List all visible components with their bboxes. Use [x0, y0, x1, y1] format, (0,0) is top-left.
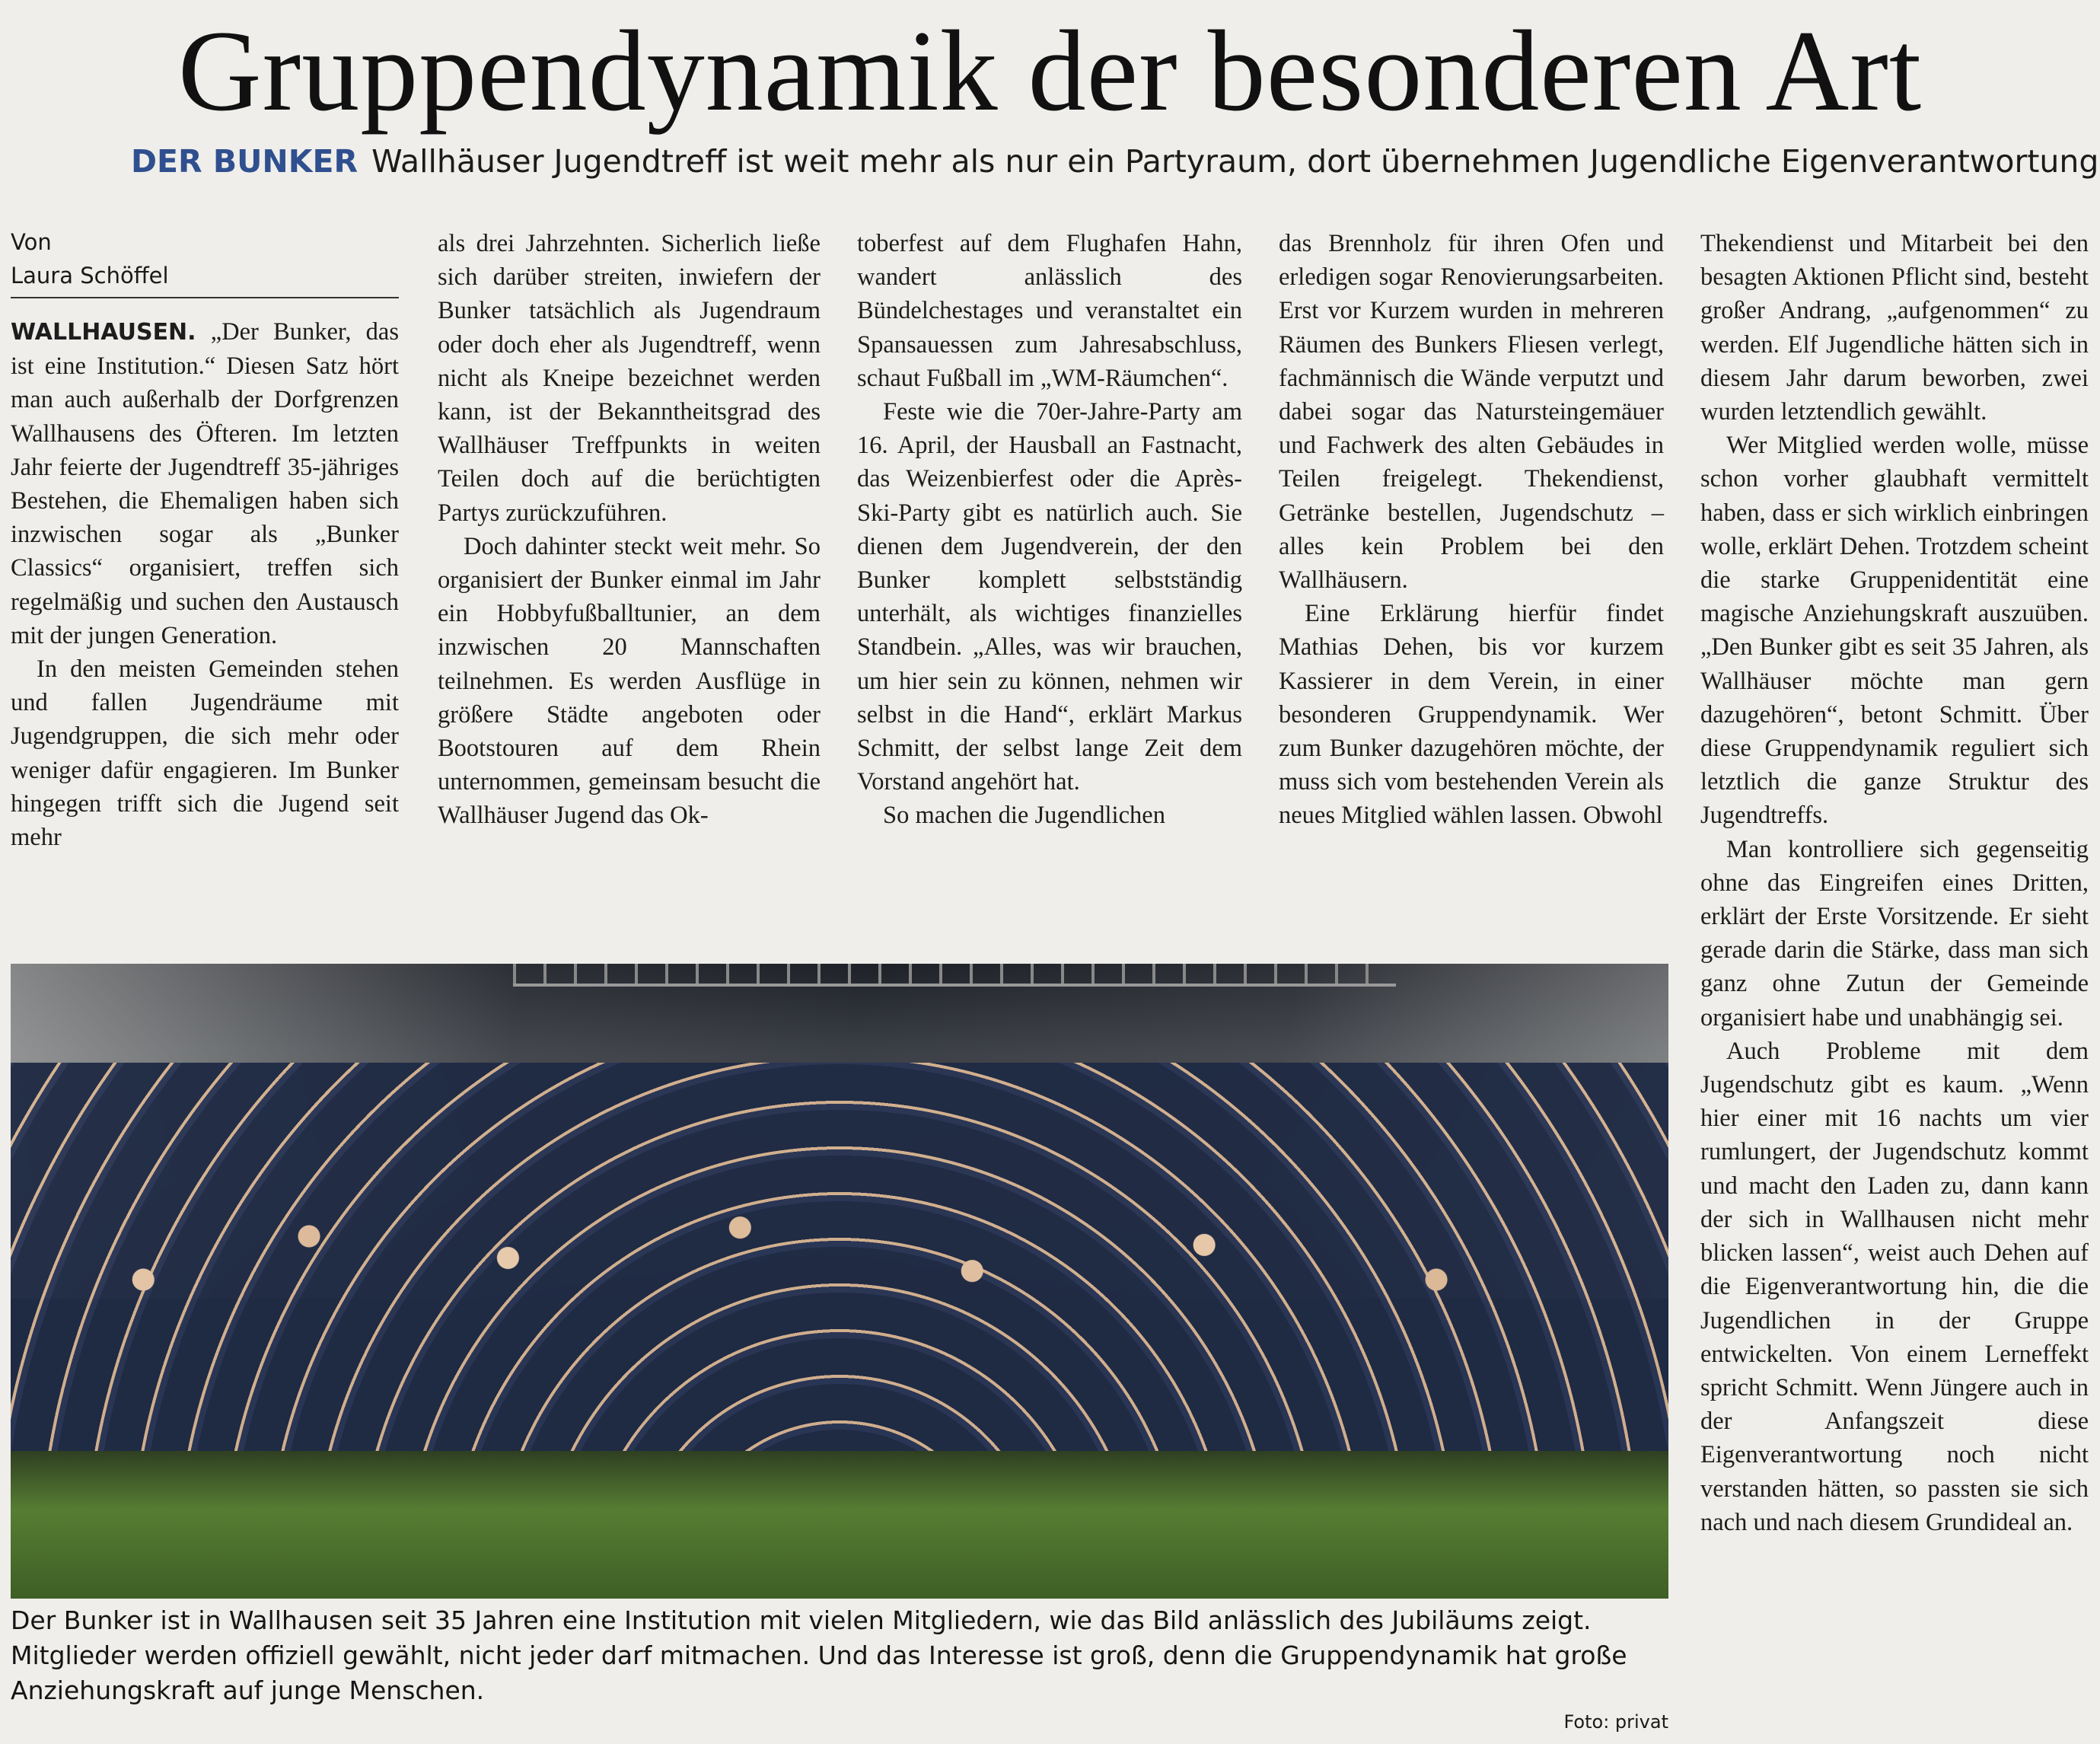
paragraph: Feste wie die 70er-Jahre-Party am 16. April, der Hausball an Fastnacht, das Weizenbierfest oder die Après-Ski-Party gibt es natürlich auch. Sie dienen dem Jugendverein, der den Bunker komplett selbstständig unterhält, als wichtiges finanzielles Standbein. „Alles, was wir brauchen, um hier sein zu können, nehmen wir selbst in die Hand“, erklärt Markus Schmitt, der selbst lange Zeit dem Vorstand angehört hat. [857, 398, 1242, 796]
paragraph: Man kontrolliere sich gegenseitig ohne das Eingreifen eines Dritten, erklärt der Erste Vorsitzende. Er sieht gerade darin die Stärke, dass man sich ganz ohne Zutun der Gemeinde organisiert habe und unabhängig sei. [1700, 835, 2089, 1031]
byline-author: Laura Schöffel [11, 263, 169, 289]
group-photo [11, 964, 1668, 1599]
article-column-5 [1700, 227, 2089, 1539]
paragraph: toberfest auf dem Flughafen Hahn, wandert anlässlich des Bündelchestages und veranstaltet ein Spansauessen zum Jahresabschluss, schaut Fußball im „WM-Räumchen“. [857, 230, 1242, 392]
paragraph: In den meisten Gemeinden stehen und fallen Jugendräume mit Jugendgruppen, die sich mehr oder weniger dafür engagieren. Im Bunker hingegen trifft sich die Jugend seit mehr [11, 655, 399, 852]
grass [11, 1451, 1668, 1599]
dateline: WALLHAUSEN. [11, 319, 196, 346]
article-column-2 [438, 227, 821, 833]
paragraph-text: „Der Bunker, das ist eine Institution.“ Diesen Satz hört man auch außerhalb der Dorfgrenzen Wallhausens des Öfteren. Im letzten Jahr feierte der Jugendtreff 35-jähriges Bestehen, die Ehemaligen haben sich inzwischen sogar als „Bunker Classics“ organisiert, treffen sich regelmäßig und suchen den Austausch mit der jungen Generation. [11, 318, 399, 649]
paragraph: als drei Jahrzehnten. Sicherlich ließe sich darüber streiten, inwiefern der Bunker tatsächlich als Jugendraum oder doch eher als Jugendtreff, wenn nicht als Kneipe bezeichnet werden kann, ist der Bekanntheitsgrad des Wallhäuser Treffpunkts in weiten Teilen doch auf die berüchtigten Partys zurückzuführen. [438, 230, 821, 527]
photo-credit: Foto: privat [1563, 1711, 1668, 1733]
paragraph: Eine Erklärung hierfür findet Mathias Dehen, bis vor kurzem Kassierer in dem Verein, in einer besonderen Gruppendynamik. Wer zum Bunker dazugehören möchte, der muss sich vom bestehenden Verein als neues Mitglied wählen lassen. Obwohl [1279, 600, 1664, 830]
paragraph: Thekendienst und Mitarbeit bei den besagten Aktionen Pflicht sind, besteht großer Andrang, „aufgenommen“ zu werden. Elf Jugendliche hätten sich in diesem Jahr darum beworben, zwei wurden letztendlich gewählt. [1700, 230, 2089, 426]
paragraph: Wer Mitglied werden wolle, müsse schon vorher glaubhaft vermittelt haben, dass er sich wirklich einbringen wolle, erklärt Dehen. Trotzdem scheint die starke Gruppenidentität eine magische Anziehungskraft auszuüben. „Den Bunker gibt es seit 35 Jahren, als Wallhäuser möchte man gern dazugehören“, betont Schmitt. Über diese Gruppendynamik reguliert sich letztlich die ganze Struktur des Jugendtreffs. [1700, 432, 2089, 830]
paragraph [11, 315, 399, 652]
stage-truss [513, 964, 1396, 987]
paragraph: Doch dahinter steckt weit mehr. So organisiert der Bunker einmal im Jahr ein Hobbyfußballtunier, an dem inzwischen 20 Mannschaften teilnehmen. Es werden Ausflüge in größere Städte angeboten oder Bootstouren auf dem Rhein unternommen, gemeinsam besucht die Wallhäuser Jugend das Ok- [438, 532, 821, 830]
photo-caption: Der Bunker ist in Wallhausen seit 35 Jahren eine Institution mit vielen Mitgliedern, wie das Bild anlässlich des Jubiläums zeigt. Mitglieder werden offiziell gewählt, nicht jeder darf mitmachen. Und das Interesse ist groß, denn die Gruppendynamik hat große Anziehungskraft auf junge Menschen. [11, 1605, 1627, 1705]
byline [11, 225, 399, 292]
kicker: DER BUNKER [131, 143, 358, 180]
byline-divider [11, 297, 399, 298]
byline-prefix: Von [11, 229, 52, 255]
article-column-4 [1279, 227, 1664, 833]
article-column-1 [11, 315, 399, 854]
paragraph: So machen die Jugendlichen [883, 802, 1165, 830]
paragraph: Auch Probleme mit dem Jugendschutz gibt es kaum. „Wenn hier einer mit 16 nachts um vier rumlungert, der Jugendschutz kommt und macht den Laden zu, dann kann der sich in Wallhausen nicht mehr blicken lassen“, weist auch Dehen auf die Eigenverantwortung hin, die die Jugendlichen in der Gruppe entwickelten. Von einem Lerneffekt spricht Schmitt. Wenn Jüngere auch in der Anfangszeit diese Eigenverantwortung noch nicht verstanden hätten, so passten sie sich nach und nach diesem Grundideal an. [1700, 1037, 2089, 1536]
crowd [11, 1063, 1668, 1497]
headline: Gruppendynamik der besonderen Art [177, 7, 1923, 135]
article-column-3 [857, 227, 1242, 833]
paragraph: das Brennholz für ihren Ofen und erledigen sogar Renovierungsarbeiten. Erst vor Kurzem wurden in mehreren Räumen des Bunkers Fliesen verlegt, fachmännisch die Wände verputzt und dabei sogar das Natursteingemäuer und Fachwerk des alten Gebäudes in Teilen freigelegt. Thekendienst, Getränke bestellen, Jugendschutz – alles kein Problem bei den Wallhäusern. [1279, 230, 1664, 595]
subheadline: Wallhäuser Jugendtreff ist weit mehr als nur ein Partyraum, dort übernehmen Jugendliche Eigenverantwortung [371, 143, 2099, 180]
subheadline-row [131, 140, 2099, 183]
